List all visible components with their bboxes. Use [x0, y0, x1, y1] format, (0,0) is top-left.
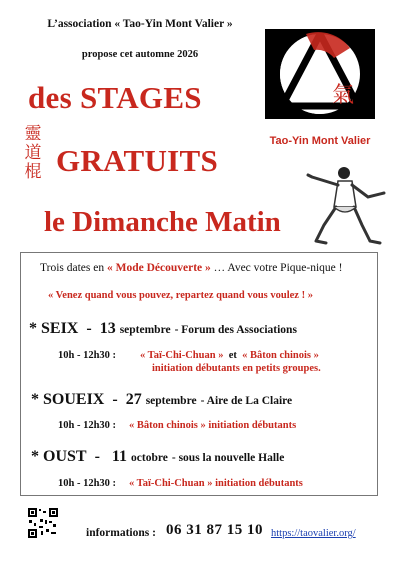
event-place: SEIX [41, 320, 79, 337]
event-soueix-title [31, 391, 292, 409]
event-marker: * [31, 391, 39, 408]
event-seix-note: initiation débutants en petits groupes. [152, 363, 321, 374]
association-line: L’association « Tao-Yin Mont Valier » [47, 18, 233, 30]
event-marker: * [31, 448, 39, 465]
event-oust-activity: « Taï-Chi-Chuan » initiation débutants [129, 478, 303, 489]
event-place: OUST [43, 448, 87, 465]
headline-stages: des STAGES [28, 80, 202, 115]
calligraphy-vertical [20, 124, 46, 181]
activity-taichi: « Taï-Chi-Chuan » [140, 350, 224, 361]
event-soueix-time: 10h - 12h30 : [58, 420, 117, 431]
event-sep: - [86, 320, 92, 337]
intro-prefix: Trois dates en [40, 262, 107, 274]
event-sep: - [94, 448, 100, 465]
qr-code-icon[interactable] [28, 508, 58, 538]
event-place: SOUEIX [43, 391, 105, 408]
calligraphy-char: 道 [24, 143, 42, 162]
event-day: 13 [99, 320, 116, 337]
event-month: septembre [119, 324, 171, 336]
intro-line [40, 262, 342, 274]
event-soueix-activity: « Bâton chinois » initiation débutants [129, 420, 297, 431]
event-oust-title [31, 448, 284, 466]
event-month: septembre [145, 395, 197, 407]
event-marker: * [29, 320, 37, 337]
calligraphy-char: 棍 [24, 162, 42, 181]
event-oust-time: 10h - 12h30 : [58, 478, 117, 489]
headline-gratuits: GRATUITS [56, 143, 219, 178]
qi-glyph: 氣 [332, 83, 355, 108]
event-day: 11 [111, 448, 128, 465]
event-venue: - Forum des Associations [174, 324, 297, 336]
calligraphy-char: 靈 [24, 124, 42, 143]
mode-decouverte: « Mode Découverte » [106, 262, 211, 274]
website-link[interactable]: https://taovalier.org/ [271, 528, 356, 539]
event-venue: - Aire de La Claire [200, 395, 293, 407]
motto-line: « Venez quand vous pouvez, repartez quand vous voulez ! » [48, 290, 313, 301]
event-venue: - sous la nouvelle Halle [171, 452, 285, 464]
activity-joiner: et [228, 350, 237, 361]
headline-dimanche: le Dimanche Matin [44, 206, 281, 238]
activity-baton: « Bâton chinois » [242, 350, 319, 361]
event-seix-title [29, 320, 297, 338]
event-day: 27 [125, 391, 142, 408]
yin-yang-logo [264, 28, 376, 120]
event-sep: - [112, 391, 118, 408]
event-seix-activities [140, 350, 319, 361]
info-label: informations : [86, 527, 156, 539]
taichi-figure-icon [304, 163, 388, 245]
event-seix-time: 10h - 12h30 : [58, 350, 117, 361]
logo-name: Tao-Yin Mont Valier [269, 135, 371, 147]
season-line: propose cet automne 2026 [81, 49, 199, 60]
phone-number[interactable]: 06 31 87 15 10 [166, 522, 263, 538]
event-month: octobre [131, 452, 168, 464]
intro-suffix: … Avec votre Pique-nique ! [210, 262, 343, 274]
